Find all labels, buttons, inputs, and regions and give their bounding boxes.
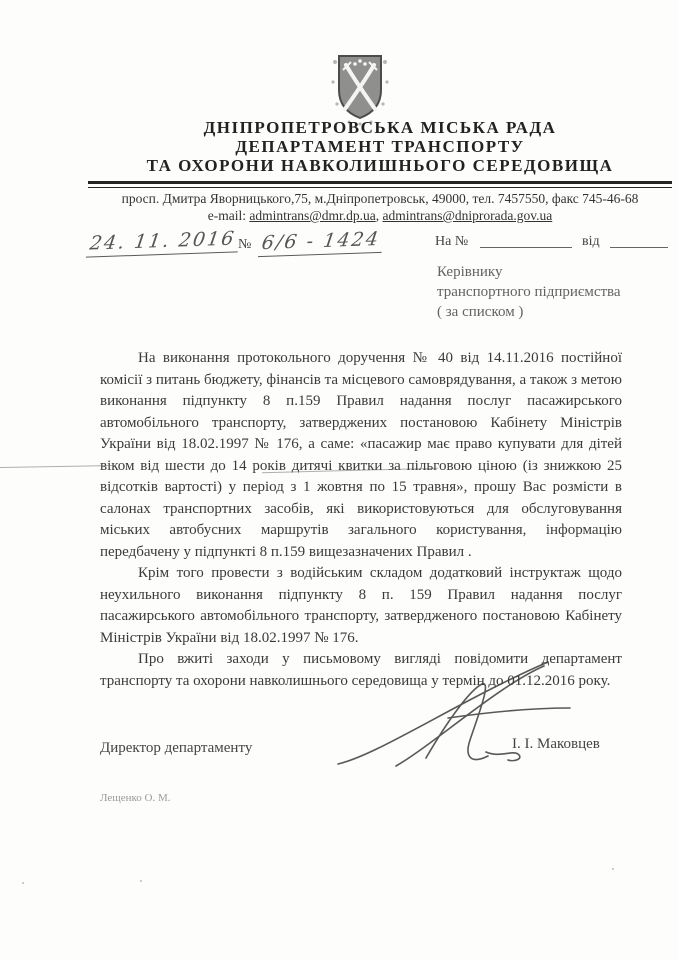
- executor-name: Лещенко О. М.: [100, 792, 171, 804]
- letter-body: [100, 348, 622, 692]
- org-line-3: ТА ОХОРОНИ НАВКОЛИШНЬОГО СЕРЕДОВИЩА: [146, 156, 614, 175]
- dnipropetrovsk-coat-of-arms-icon: [329, 52, 391, 126]
- email-address-1: admintrans@dmr.dp.ua: [249, 208, 376, 223]
- reply-date-blank: [610, 234, 668, 248]
- scan-speck: [612, 868, 614, 870]
- paragraph-1: На виконання протокольного доручення № 40 від 14.11.2016 постійної комісії з питань бюджету, фінансів та місцевого самоврядування, а також з метою виконання підпункту 8 п.159 Правил надання послуг пасажирського автомобільного транспорту, затверджених постановою Кабінету Міністрів України від 18.02.1997 № 176, а саме: «пасажир має право купувати для дітей віком від шести до 14 років дитячі квитки за пільговою ціною (із знижкою 25 відсотків вартості) у період з 1 жовтня по 15 травня», прошу Вас розмісти в салонах транспортних засобів, які використовуються для обслуговування міських автобусних маршрутів загального користування, інформацію передбачену у підпункті 8 п.159 вищезазначених Правил .: [100, 350, 622, 560]
- reply-number-blank: [480, 234, 572, 248]
- email-line: [88, 207, 672, 224]
- handwritten-signature: [330, 652, 586, 780]
- addressee-line-3: ( за списком ): [437, 304, 524, 320]
- handwritten-date: 24. 11. 2016: [86, 227, 241, 257]
- email-address-2: admintrans@dniprorada.gov.ua: [382, 208, 553, 223]
- addressee-line-2: транспортного підприємства: [437, 284, 621, 300]
- scan-speck: [22, 882, 24, 884]
- signer-position: Директор департаменту: [100, 740, 253, 756]
- org-line-2: ДЕПАРТАМЕНТ ТРАНСПОРТУ: [235, 137, 525, 156]
- signer-name: І. І. Маковцев: [512, 736, 600, 752]
- postal-address: просп. Дмитра Яворницького,75, м.Дніпропетровськ, 49000, тел. 7457550, факс 745-46-68: [121, 191, 639, 206]
- paragraph-2: Крім того провести з водійським складом додатковий інструктаж щодо неухильного виконання підпункту 8 п. 159 Правил надання послуг пасажирського автомобільного транспорту, затвердженого постановою Кабінету Міністрів України від 18.02.1997 № 176.: [100, 565, 622, 646]
- addressee-line-1: Керівнику: [437, 264, 503, 280]
- pen-mark-artifact-left: [0, 465, 116, 468]
- paragraph-3: Про вжиті заходи у письмовому вигляді повідомити департамент транспорту та охорони навколишнього середовища у термін до 01.12.2016 року.: [100, 651, 622, 689]
- handwritten-outgoing-number: 6/6 - 1424: [258, 228, 386, 257]
- number-sign: №: [238, 237, 252, 252]
- org-line-1: ДНІПРОПЕТРОВСЬКА МІСЬКА РАДА: [203, 118, 557, 137]
- header-divider: [88, 181, 672, 188]
- email-label: e-mail:: [207, 208, 246, 223]
- contact-block: [88, 190, 672, 224]
- email-separator: ,: [375, 208, 380, 223]
- organization-title: [88, 118, 672, 175]
- addressee-block: [437, 262, 657, 322]
- scan-speck: [140, 880, 142, 882]
- reply-date-label: від: [582, 234, 600, 249]
- reply-number-label: На №: [435, 234, 469, 249]
